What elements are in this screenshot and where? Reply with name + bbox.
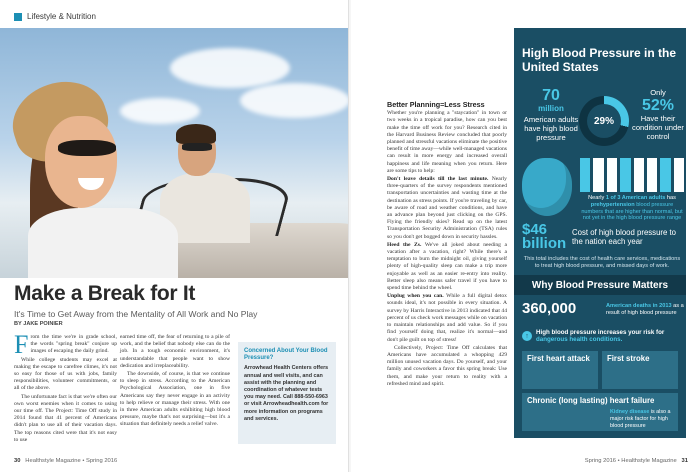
deaths-text	[606, 303, 686, 317]
cost-number: $46 billion	[522, 221, 567, 252]
tile-heart-failure	[522, 393, 678, 431]
tile-label: First heart attack	[527, 354, 590, 363]
cloud	[120, 98, 200, 124]
cost-text: Cost of high blood pressure to the nation each year	[572, 228, 677, 246]
body-paragraph	[387, 110, 507, 175]
article-deck: It's Time to Get Away from the Mentality of All Work and No Play	[14, 309, 258, 319]
person-icon	[620, 158, 630, 192]
body-paragraph: earned time off, the fear of returning to a pile of work, and the belief that nobody else can do the job. In a tough economic environment, it's understandable that people want to show dedication and irreplaceability.	[120, 334, 230, 369]
paragraph-text: Collectively, Project: Time Off calculates that Americans have accumulated a whopping 429 million unused vacation days. Do yourself, and your family and coworkers a favor this spring break: Use them, and make your return to reality with a refreshed mind and spirit.	[387, 344, 507, 387]
why-heading: Why Blood Pressure Matters	[514, 275, 686, 295]
prehypertension-stat	[580, 195, 684, 222]
person-icon	[634, 158, 644, 192]
paragraph-text: We've all joked about needing a vacation after a vacation, right? While there's a temptation to burn the midnight oil, giving yourself plenty of high-quality sleep can make a trip more enjoyable as well as an easier re-entry into reality. Better sleep also means safer travel if you have to spend time behind the wheel.	[387, 241, 507, 292]
arrow-up-icon: ↑	[522, 331, 532, 341]
person-icon	[580, 158, 590, 192]
hero-photo	[0, 28, 349, 278]
drop-cap: F	[14, 330, 29, 359]
people-figures	[580, 158, 684, 192]
infographic	[514, 28, 686, 438]
tip-heading: Heed the Zs.	[387, 241, 422, 248]
highlight-detail: blood pressure numbers that are higher than normal, but not yet in the high blood pressure range	[581, 201, 683, 222]
body-paragraph	[14, 330, 117, 359]
cloud	[170, 48, 290, 88]
person-icon	[660, 158, 670, 192]
footer-text: Spring 2016 • Healthstyle Magazine	[584, 458, 677, 464]
section-tag	[14, 12, 96, 21]
percent-ring	[579, 96, 629, 146]
body-paragraph: The unfortunate fact is that we're often our own worst enemies when it comes to using our time off. The Project: Time Off study in 2014 found that 41 percent of Americans didn't plan to use all of their vacation days. The top reasons cited were that it's not easy to use	[14, 393, 117, 443]
man-hair	[176, 124, 216, 144]
risk-text	[536, 329, 664, 343]
highlight: American deaths in 2013	[606, 303, 672, 309]
body-paragraph	[387, 345, 507, 388]
person-icon	[593, 158, 603, 192]
sidebar-body: Arrowhead Health Centers offers annual and well visits, and can assist with the planning and coordination of whatever tests you may need. Call 888-550-6963 or visit Arrowheadhealth.com for more information on programs and services.	[244, 365, 329, 422]
tile-stroke	[602, 351, 678, 389]
page-number: 31	[681, 458, 688, 464]
cost-note: This total includes the cost of health care services, medications to treat high blood pressure, and missed days of work.	[523, 256, 681, 269]
text: High blood pressure increases your risk for	[536, 328, 665, 336]
deaths-number: 360,000	[522, 300, 577, 317]
tile-label: First stroke	[607, 354, 650, 363]
infographic-title: High Blood Pressure in the United States	[522, 46, 677, 74]
footer-text: Healthstyle Magazine • Spring 2016	[25, 458, 118, 464]
stat-pre: Only	[650, 88, 666, 97]
risk-statement	[522, 325, 684, 347]
body-paragraph: The downside, of course, is that we continue to sleep in stress. According to the American Psychological Association, one in five Americans say they never engage in an activity to help relieve or manage their stress. With one in three American adults exhibiting high blood pressure, maybe that's not surprising—but it's a situation that definitely needs a relief valve.	[120, 371, 230, 428]
sunglasses-icon	[182, 143, 212, 151]
tile-label: Chronic (long lasting) heart failure	[527, 396, 655, 405]
highlight: Kidney disease	[610, 409, 650, 415]
paragraph-text: Nearly three-quarters of the survey respondents mentioned transportation uncertainties and wasting time at the destination as stress points. If you're traveling by car, be aware of road and weather conditions, and have an advance plan beyond just clicking on the GPS. Flying the friendly skies? Read up on the latest Transportation Security Administration (TSA) rules so you don't get bogged down in security hassles.	[387, 176, 507, 240]
tile-heart-attack	[522, 351, 598, 389]
page-number: 30	[14, 458, 21, 464]
highlight: 1 of 3 American adults	[605, 195, 666, 201]
person-icon	[647, 158, 657, 192]
tip-heading: Don't leave details till the last minute.	[387, 176, 489, 183]
stat-unit: million	[538, 104, 564, 113]
text: has	[666, 195, 676, 201]
stat-text: Have their condition under control	[632, 114, 684, 141]
person-icon	[674, 158, 684, 192]
paragraph-text: rom the time we're in grade school, the words "spring break" conjure up images of escaping the daily grind.	[30, 334, 117, 355]
stat-52-percent	[632, 88, 684, 141]
subheading: Better Planning=Less Stress	[387, 100, 485, 109]
article-headline: Make a Break for It	[14, 282, 196, 305]
body-paragraph	[387, 242, 507, 292]
woman-face	[45, 116, 117, 208]
text: is also a major risk factor for high blood pressure	[610, 409, 671, 429]
stat-text: American adults have high blood pressure	[523, 115, 579, 142]
tip-heading: Unplug when you can.	[387, 293, 444, 300]
highlight: prehypertension	[590, 201, 635, 208]
body-paragraph	[387, 293, 507, 343]
sidebar-title: Concerned About Your Blood Pressure?	[244, 348, 328, 362]
heart-icon	[522, 158, 572, 216]
sunglasses-icon	[58, 140, 116, 156]
sidebar-box	[238, 342, 336, 444]
section-marker-icon	[14, 13, 22, 21]
byline: BY JAKE POINIER	[14, 321, 63, 327]
left-page	[0, 0, 349, 472]
section-tag-label: Lifestyle & Nutrition	[27, 12, 96, 21]
highlight: dangerous health conditions.	[536, 336, 623, 343]
body-column-1	[14, 330, 117, 445]
text: Nearly	[588, 195, 605, 201]
footer-right	[585, 458, 688, 464]
body-paragraph: While college students may excel at making the escape to carefree climes, it's not so easy for those of us with jobs, family responsibilities, volunteer commitments, or all of the above.	[14, 356, 117, 392]
woman-figure	[28, 208, 178, 278]
paragraph-text: Whether you're planning a "staycation" in town or two weeks in a tropical paradise, how can you best make the time off work for you? Research cited in the Harvard Business Review concluded that poorly planned and stressful vacations eliminate the positive benefit of time away—while well-managed vacations can result in more energy and increased overall happiness and life meaning when you return. Here are some tips to help:	[387, 110, 507, 174]
right-page	[351, 0, 700, 472]
stat-number: 70	[542, 87, 560, 104]
body-paragraph	[387, 176, 507, 241]
text: as a result of high blood pressure	[606, 303, 684, 316]
stat-70-million	[522, 88, 580, 142]
cloud	[240, 83, 349, 118]
stat-number: 52%	[641, 97, 675, 114]
right-body-column	[387, 101, 507, 389]
person-icon	[607, 158, 617, 192]
kidney-note	[610, 409, 676, 429]
body-column-2	[120, 334, 230, 430]
footer-left	[14, 458, 117, 464]
paragraph-text: While a full digital detox sounds ideal, it's not possible in every situation. A survey by Harris Interactive in 2013 indicated that 44 percent of us check work messages while on vacation to maintain relationships and add value. So if you find yourself doing that, realize it's normal—and don't pile guilt on top of stress!	[387, 293, 507, 343]
ring-label: 29%	[587, 104, 621, 138]
